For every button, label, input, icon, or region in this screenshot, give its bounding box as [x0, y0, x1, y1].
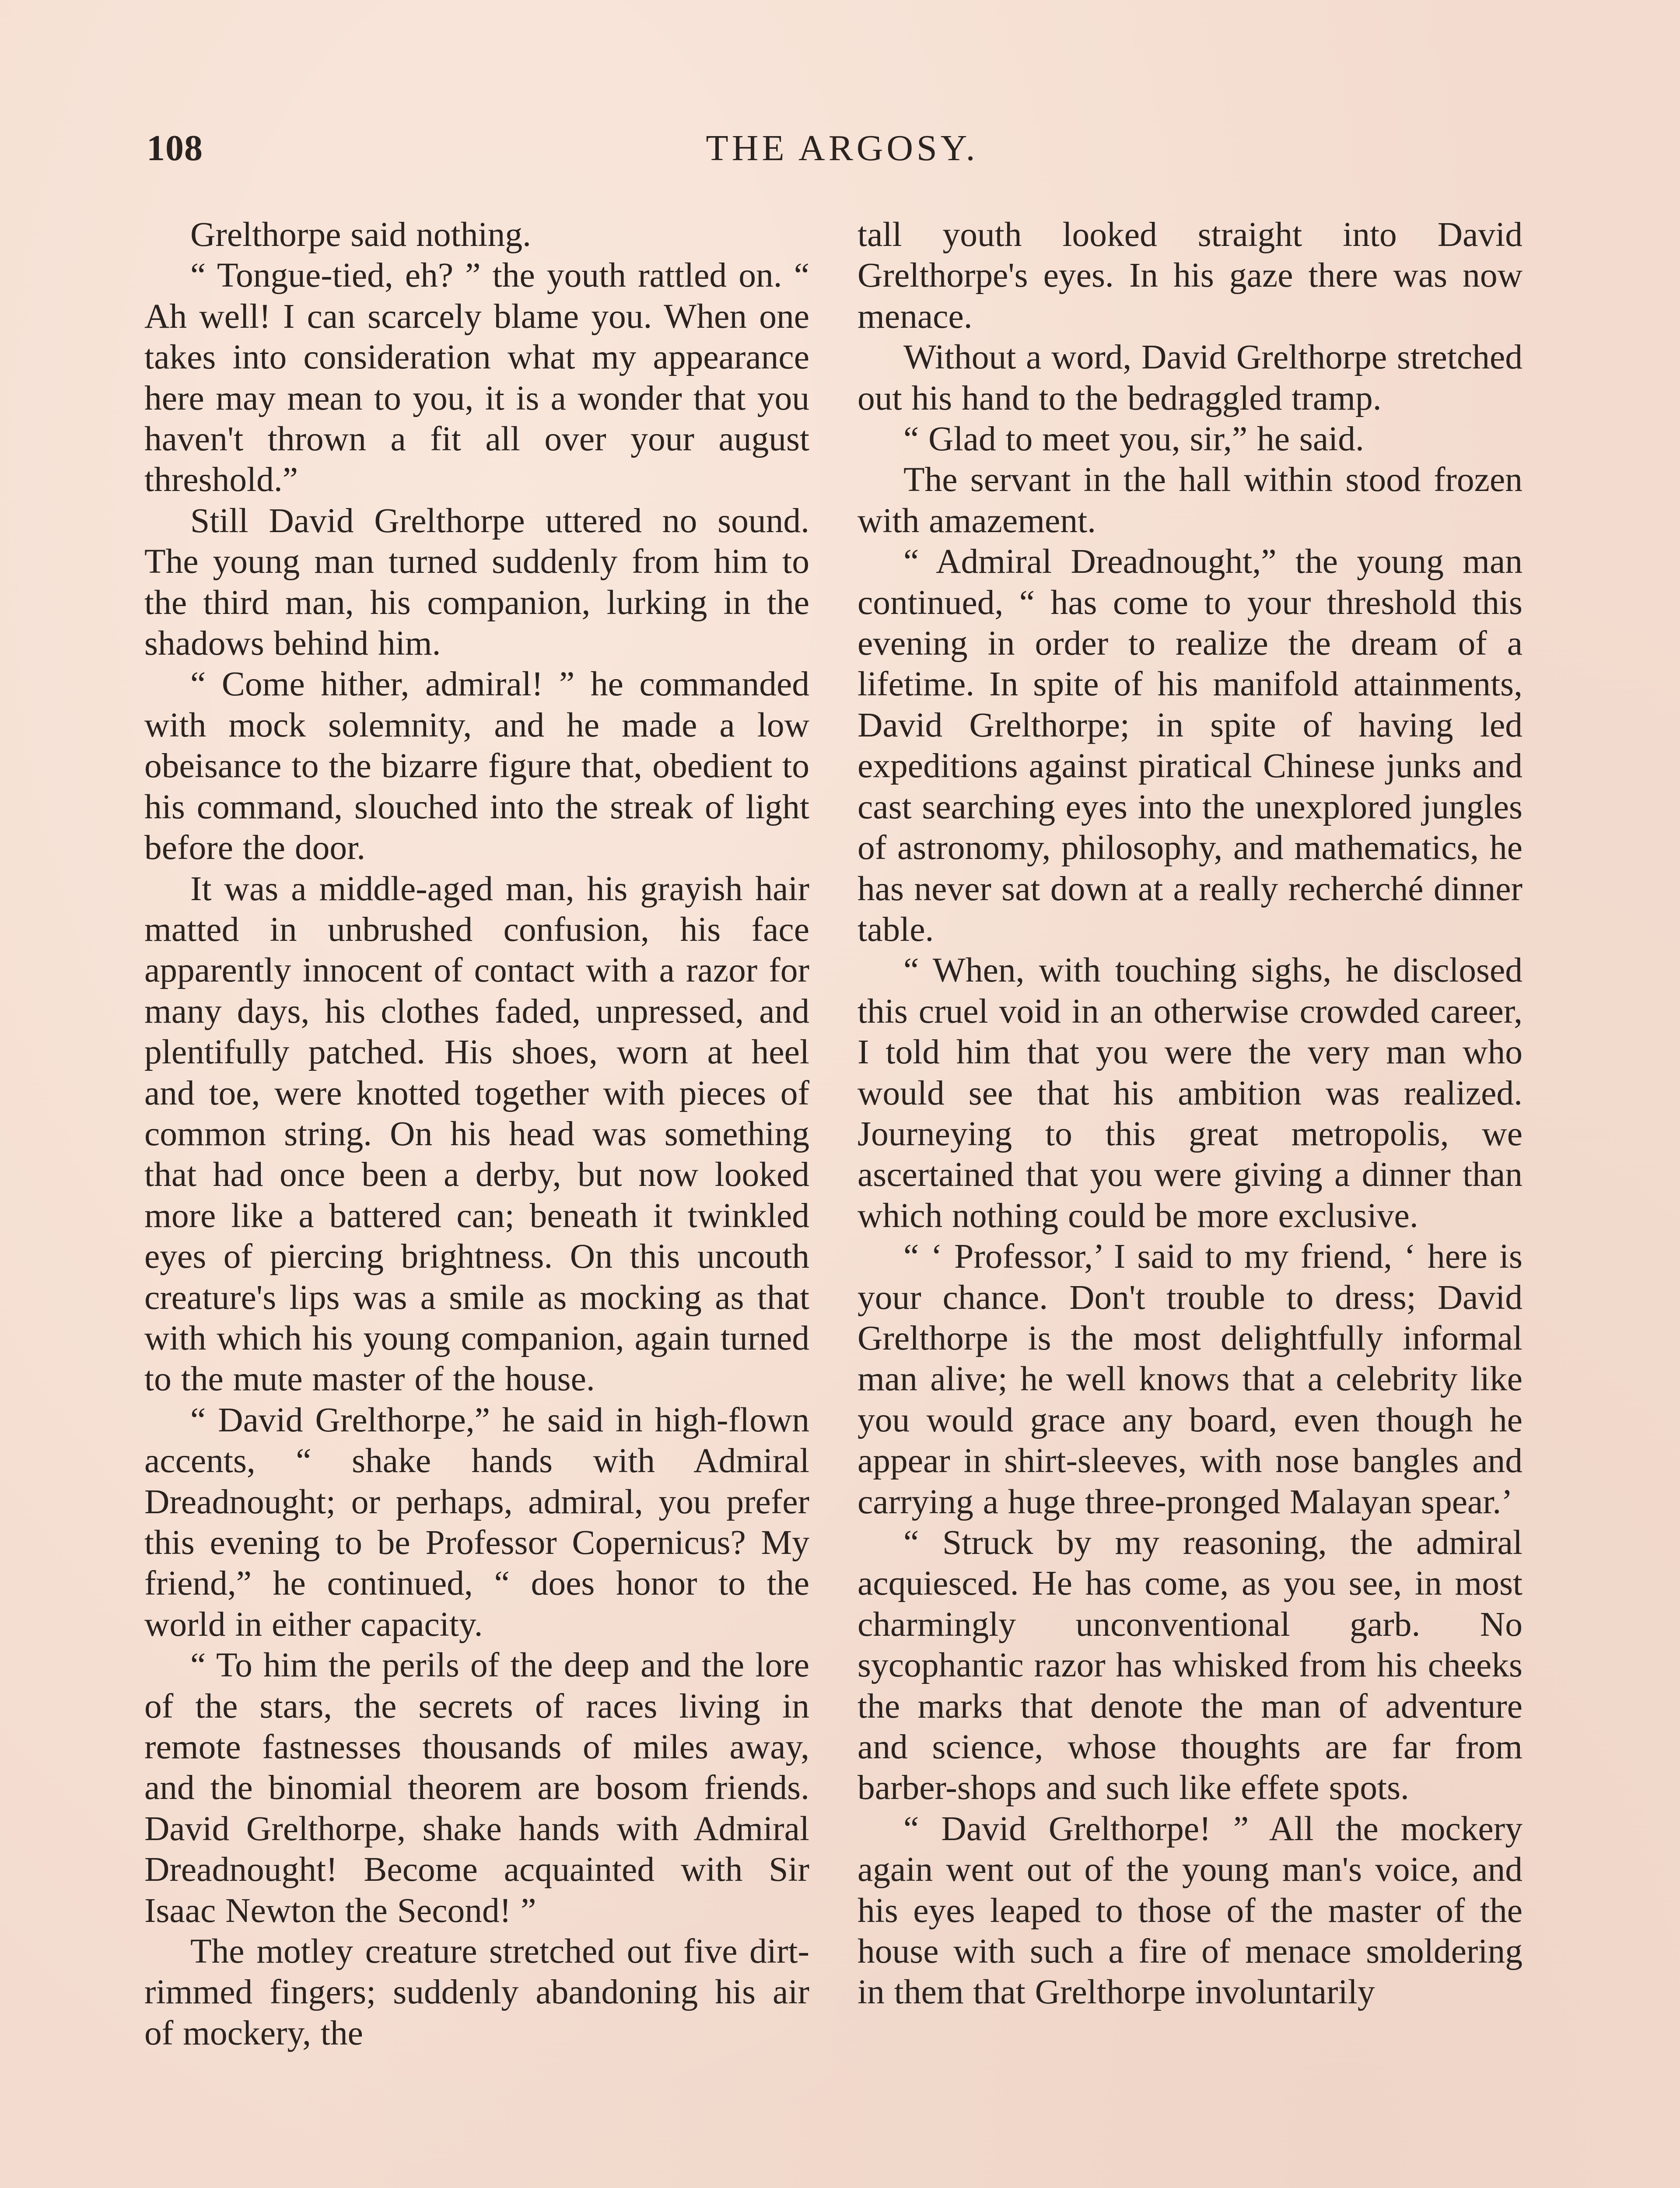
paragraph: “ David Grelthorpe! ” All the mockery again went out of the young man's voice, and his eyes leaped to those of the master of the house with such a fire of menace smoldering in them that Grelthorpe involuntarily — [858, 1809, 1522, 2012]
paragraph: “ ‘ Professor,’ I said to my friend, ‘ here is your chance. Don't trouble to dress; David Grelthorpe is the most delightfully informal man alive; he well knows that a celebrity like you would grace any board, even though he appear in shirt-sleeves, with nose bangles and carrying a huge three-pronged Malayan spear.’ — [858, 1237, 1522, 1521]
paragraph: The servant in the hall within stood frozen with amazement. — [858, 460, 1522, 540]
page-header — [147, 127, 1538, 184]
paragraph: Grelthorpe said nothing. — [190, 215, 531, 254]
paragraph-continuation: tall youth looked straight into David Grelthorpe's eyes. In his gaze there was now menace. — [858, 215, 1522, 336]
paragraph: “ Glad to meet you, sir,” he said. — [903, 420, 1364, 459]
page-number: 108 — [147, 128, 203, 168]
paragraph: “ Admiral Dreadnought,” the young man continued, “ has come to your threshold this evening in order to realize the dream of a lifetime. In spite of his manifold attainments, David Grelthorpe; in spite of having led expeditions against piratical Chinese junks and cast searching eyes into the unexplored jungles of astronomy, philosophy, and mathematics, he has never sat down at a really recherché dinner table. — [858, 542, 1522, 949]
paragraph: “ Struck by my reasoning, the admiral acquiesced. He has come, as you see, in most charmingly unconventional garb. No sycophantic razor has whisked from his cheeks the marks that denote the man of adventure and science, whose thoughts are far from barber-shops and such like effete spots. — [858, 1523, 1522, 1807]
paragraph: It was a middle-aged man, his grayish hair matted in unbrushed confusion, his face apparently innocent of contact with a razor for many days, his clothes faded, unpressed, and plentifully patched. His shoes, worn at heel and toe, were knotted together with pieces of common string. On his head was something that had once been a derby, but now looked more like a battered can; beneath it twinkled eyes of piercing brightness. On this uncouth creature's lips was a smile as mocking as that with which his young companion, again turned to the mute master of the house. — [144, 869, 809, 1399]
paragraph: Still David Grelthorpe uttered no sound. The young man turned suddenly from him to the third man, his companion, lurking in the shadows behind him. — [144, 501, 809, 663]
paragraph: “ David Grelthorpe,” he said in high-flown accents, “ shake hands with Admiral Dreadnought; or perhaps, admiral, you prefer this evening to be Professor Copernicus? My friend,” he continued, “ does honor to the world in either capacity. — [144, 1400, 809, 1644]
paragraph: “ Come hither, admiral! ” he commanded with mock solemnity, and he made a low obeisance to the bizarre figure that, obedient to his command, slouched into the streak of light before the door. — [144, 665, 809, 867]
paragraph: “ Tongue-tied, eh? ” the youth rattled on. “ Ah well! I can scarcely blame you. When one takes into consideration what my appearance here may mean to you, it is a wonder that you haven't thrown a fit all over your august threshold.” — [144, 256, 809, 499]
paragraph: “ When, with touching sighs, he disclosed this cruel void in an otherwise crowded career, I told him that you were the very man who would see that his ambition was realized. Journeying to this great metropolis, we ascertained that you were giving a dinner than which nothing could be more exclusive. — [858, 951, 1522, 1235]
running-head: THE ARGOSY. — [706, 128, 979, 168]
left-column — [144, 214, 809, 2054]
paragraph: The motley creature stretched out five dirt-rimmed fingers; suddenly abandoning his air of mockery, the — [144, 1932, 809, 2052]
paragraph: “ To him the perils of the deep and the lore of the stars, the secrets of races living in remote fastnesses thousands of miles away, and the binomial theorem are bosom friends. David Grelthorpe, shake hands with Admiral Dreadnought! Become acquainted with Sir Isaac Newton the Second! ” — [144, 1646, 809, 1930]
right-column — [858, 214, 1522, 2013]
paragraph: Without a word, David Grelthorpe stretched out his hand to the bedraggled tramp. — [858, 338, 1522, 417]
